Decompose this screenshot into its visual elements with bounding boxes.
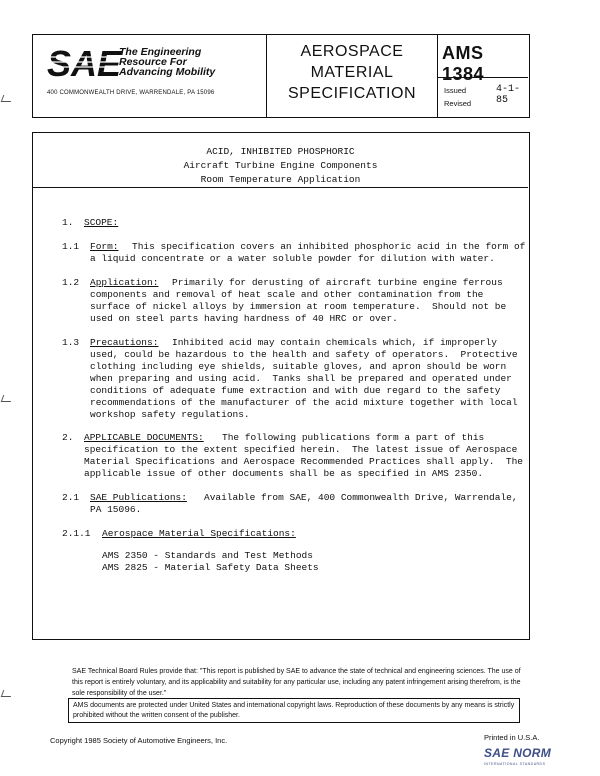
paragraph-line: The following publications form a part of this xyxy=(222,432,485,443)
section-heading: Precautions: xyxy=(90,337,159,348)
reference-item: AMS 2825 - Material Safety Data Sheets xyxy=(102,562,319,573)
paragraph-line: applicable issue of other documents shall be as specified in AMS 2350. xyxy=(84,468,484,479)
sae-norm-watermark-sub: INTERNATIONAL STANDARDS xyxy=(484,762,546,766)
document-title xyxy=(33,145,528,187)
paragraph-line: specification to the extent specified herein. The latest issue of Aerospace xyxy=(84,444,518,455)
spec-type xyxy=(267,41,437,104)
paragraph-line: Primarily for derusting of aircraft turbine engine ferrous xyxy=(172,277,503,288)
paragraph-line: components and removal of heat scale and other contamination from the xyxy=(90,289,484,300)
section-heading: APPLICABLE DOCUMENTS: xyxy=(84,432,204,443)
spec-type-line: MATERIAL xyxy=(310,64,394,81)
tagline-line: Advancing Mobility xyxy=(119,66,216,78)
copyright-line: Copyright 1985 Society of Automotive Engineers, Inc. xyxy=(50,736,228,745)
sae-board-notice: SAE Technical Board Rules provide that: "This report is published by SAE to advance the state of technical and engineering sciences. The use of this report is entirely voluntary, and its applicability and suitability for any particular use, including any patent infringement arising therefrom, is the sole responsibility of the user." xyxy=(72,668,521,697)
title-line: Aircraft Turbine Engine Components xyxy=(183,160,378,171)
copyright-notice-box xyxy=(68,698,520,723)
paragraph-line: a liquid concentrate or a water soluble powder for dilution with water. xyxy=(90,253,495,264)
paragraph-line: workshop safety regulations. xyxy=(90,409,250,420)
margin-mark xyxy=(1,95,14,102)
margin-mark xyxy=(1,395,14,402)
tagline-line: Resource For xyxy=(119,56,187,68)
paragraph-line: Available from SAE, 400 Commonwealth Drive, Warrendale, xyxy=(204,492,518,503)
paragraph-line: when preparing and using acid. Tanks shall be prepared and operated under xyxy=(90,373,512,384)
paragraph-line: Inhibited acid may contain chemicals which, if improperly xyxy=(172,337,497,348)
section-number: 2.1 xyxy=(62,492,80,503)
reference-item: AMS 2350 - Standards and Test Methods xyxy=(102,550,313,561)
divider xyxy=(33,187,528,188)
sae-norm-watermark: SAE NORM xyxy=(484,746,552,760)
section-heading: SAE Publications: xyxy=(90,492,187,503)
section-heading: Aerospace Material Specifications: xyxy=(102,528,296,539)
paragraph-line: used on steel parts having hardness of 40 HRC or over. xyxy=(90,313,398,324)
spec-type-line: SPECIFICATION xyxy=(288,85,416,102)
title-line: ACID, INHIBITED PHOSPHORIC xyxy=(206,146,355,157)
section-number: 2. xyxy=(62,432,74,443)
logo-block xyxy=(33,35,267,117)
section-heading: Application: xyxy=(90,277,159,288)
issued-label: Issued xyxy=(444,86,467,95)
divider xyxy=(438,77,528,78)
copyright-notice: AMS documents are protected under United States and international copyright laws. Reproduction of these documents by any means is strictly prohibited without the written consent of the publisher. xyxy=(73,702,515,719)
section-number: 1. xyxy=(62,217,74,228)
paragraph-line: clothing including eye shields, suitable gloves, and apron should be worn xyxy=(90,361,507,372)
doc-info-block xyxy=(437,35,529,117)
paragraph-line: surface of nickel alloys by immersion at room temperature. Should not be xyxy=(90,301,507,312)
tagline xyxy=(119,47,215,77)
paragraph-line: conditions of adequate fume extraction and with due regard to the safety xyxy=(90,385,501,396)
paragraph-line: used, could be hazardous to the health and safety of operators. Protective xyxy=(90,349,518,360)
title-line: Room Temperature Application xyxy=(200,174,361,185)
section-number: 1.2 xyxy=(62,277,80,288)
paragraph-line: Material Specifications and Aerospace Recommended Practices shall apply. The xyxy=(84,456,523,467)
spec-header xyxy=(32,34,530,118)
spec-type-line: AEROSPACE xyxy=(300,43,404,60)
section-number: 1.1 xyxy=(62,241,80,252)
section-number: 2.1.1 xyxy=(62,528,91,539)
section-heading: SCOPE: xyxy=(84,217,119,228)
sae-address: 400 COMMONWEALTH DRIVE, WARRENDALE, PA 15096 xyxy=(47,90,215,96)
section-number: 1.3 xyxy=(62,337,80,348)
section-heading: Form: xyxy=(90,241,119,252)
tagline-line: The Engineering xyxy=(119,46,202,58)
paragraph-line: recommendations of the manufacturer of the acid mixture together with local xyxy=(90,397,518,408)
printed-in: Printed in U.S.A. xyxy=(484,733,540,742)
margin-mark xyxy=(1,690,14,697)
issued-date: 4-1-85 xyxy=(496,84,521,106)
paragraph-line: PA 15096. xyxy=(90,504,142,515)
doc-number: AMS 1384 xyxy=(442,43,485,84)
revised-label: Revised xyxy=(444,99,472,108)
paragraph-line: This specification covers an inhibited phosphoric acid in the form of xyxy=(132,241,526,252)
sae-logo-text: SAE xyxy=(47,43,122,83)
